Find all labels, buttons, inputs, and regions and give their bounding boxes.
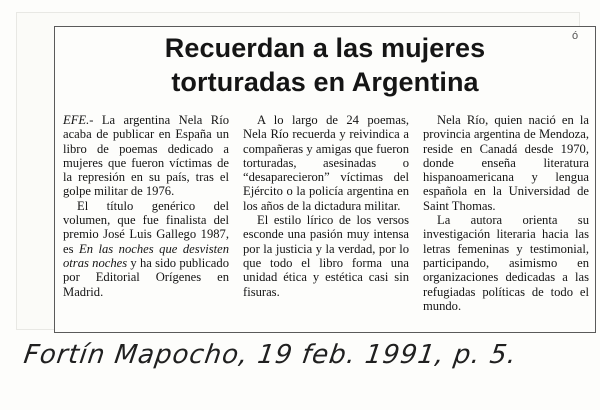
headline bbox=[55, 31, 595, 99]
column-2-paragraph-2: El estilo lírico de los versos esconde una pasión muy intensa por la justicia y la verdad, por lo que todo el libro forma una unidad ética y estética casi sin fisuras. bbox=[243, 213, 409, 299]
column-1-paragraph-2-text-b: y ha sido publicado por Editorial Orígenes en Madrid. bbox=[63, 255, 229, 299]
column-1-paragraph-1-text: La argentina Nela Río acaba de publicar en España un libro de poemas dedicado a mujeres que fueron víctimas de la represión en su país, tras el golpe militar de 1976. bbox=[63, 113, 229, 199]
newspaper-clipping bbox=[16, 12, 589, 330]
news-agency-source: EFE.- bbox=[63, 113, 94, 127]
headline-line-2: torturadas en Argentina bbox=[171, 67, 479, 97]
handwritten-citation: Fortín Mapocho, 19 feb. 1991, p. 5. bbox=[21, 340, 519, 370]
book-title: En las noches que desvisten otras noches bbox=[63, 241, 229, 270]
article-frame bbox=[54, 26, 596, 333]
column-2 bbox=[243, 113, 409, 313]
column-1-paragraph-1 bbox=[63, 113, 229, 199]
column-3-paragraph-2: La autora orienta su investigación literaria hacia las letras femeninas y testimonial, participando, asimismo en organizaciones dedicadas a las refugiadas políticas de todo el mundo. bbox=[423, 213, 589, 313]
headline-line-1: Recuerdan a las mujeres bbox=[164, 33, 486, 63]
column-3-paragraph-1: Nela Río, quien nació en la provincia argentina de Mendoza, reside en Canadá desde 1970, donde enseña literatura hispanoamericana y lengua española en la Universidad de Saint Thomas. bbox=[423, 113, 589, 213]
column-1-paragraph-2-text-a: El título genérico del volumen, que fue finalista del premio José Luis Gallego 1987, es bbox=[63, 198, 229, 256]
column-1 bbox=[63, 113, 229, 313]
article-columns bbox=[63, 113, 589, 313]
column-1-paragraph-2 bbox=[63, 199, 229, 299]
edge-marks: ó bbox=[572, 30, 579, 42]
column-2-paragraph-1: A lo largo de 24 poemas, Nela Río recuerda y reivindica a compañeras y amigas que fueron torturadas, asesinadas o “desaparecieron” víctimas del Ejército o la policía argentina en los años de la dictadura militar. bbox=[243, 113, 409, 213]
column-3 bbox=[423, 113, 589, 313]
